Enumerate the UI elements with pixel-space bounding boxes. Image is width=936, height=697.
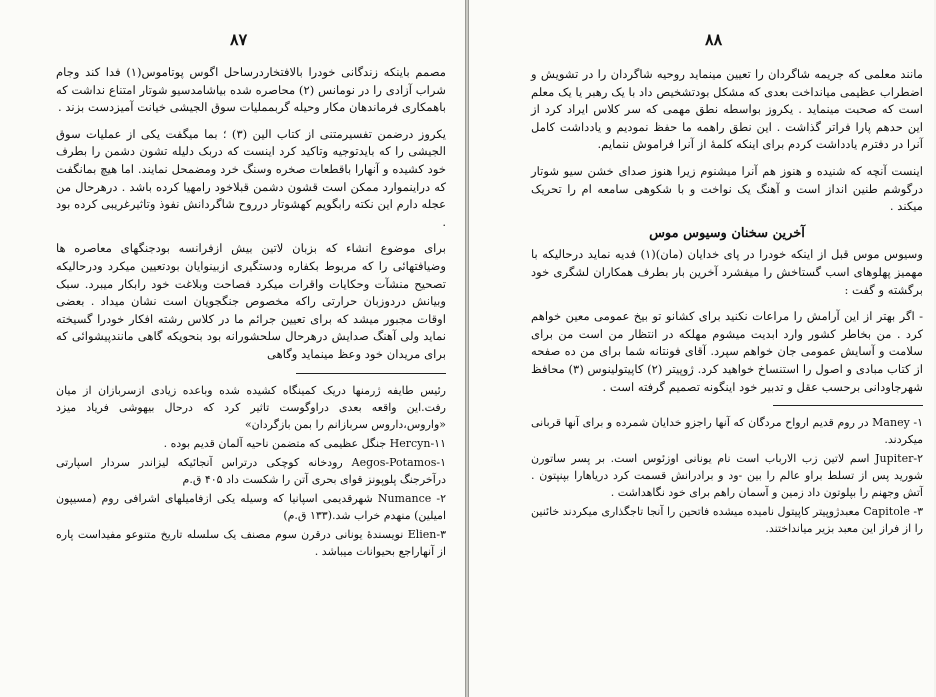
- footnote: ۲- Numance شهرقدیمی اسپانیا که وسیله یکی ازفامیلهای اشرافی روم (مسیپون امیلین) منهدم خراب شد.(۱۳۳ ق.م): [56, 491, 446, 522]
- footnote: ۲-Jupiter اسم لاتین زب الارباب است نام یونانی اوزئوس است. بر پسر ساتورن شورید پس از تسلط براو عالم را بین -ود و برادرانش قسمت کرد دریاهارا بپنپتون . آتش وجهنم را بپلوتون داد زمین و آسمان راهم برای خود نگاهداشت .: [531, 452, 923, 500]
- footnotes: [56, 382, 446, 560]
- paragraph: مصمم باینکه زندگانی خودرا بالافتخاردرساحل اگوس پوتاموس(۱) فدا کند وجام شراب آزادی را در نومانس (۲) محاصره شده بیاشامدسیو شوتار امتناع نداشت که باهمکاری فرماندهان مکار وحیله گربمملیات سوق الجیشی خیانت آمیزدست بزند .: [56, 65, 447, 115]
- paragraph: یکروز درضمن تفسیرمتنی از کتاب الین (۳) ؛ بما میگفت یکی از عملیات سوق الجیشی را که بایدتوجیه وتاکید کرد اینست که دربک دلیله تشون دشمن را بطرف خود کشیده و آنهارا باقطعات صخره وسنگ خرد ومضمحل نمایند. اما هیچ بمانگفت که دراینموارد ممکن است قشون دشمن قبلاخود رامهیا کرده باشد . درهرحال من عجله دارم این نکته رابگویم کهشوتار درروح شاگردانش نفوذ وتاثیرغریبی کرده بود .: [56, 126, 446, 229]
- page-body: [56, 64, 446, 562]
- page-number: ۸۷: [230, 30, 248, 49]
- paragraph: اینست آنچه که شنیده و هنوز هم آنرا میشنوم زیرا هنوز صدای خشن سیو شوتار درگوشم طنین انداز است و آهنگ یک نواخت و با شکوهی سامعه ام را تحریک میکند .: [531, 163, 923, 214]
- footnote: ۱-Aegos-Potamos رودخانه کوچکی درتراس آنجائیکه لیزاندر سردار اسپارتی درآخرجنگ پلوپونز قوای بحری آتن را شکست داد ۴۰۵ ق.م: [56, 455, 446, 486]
- paragraph: وسیوس موس قبل از اینکه خودرا در پای خدایان (مان)(۱) فدیه نماید درحالیکه با مهمیز پهلوهای اسب گستاخش را میفشرد آخرین بار بطرف همکاران لشگری خود برگشته و گفت :: [531, 247, 923, 297]
- left-page: [0, 0, 466, 697]
- page-number: ۸۸: [705, 30, 723, 49]
- paragraph: - اگر بهتر از این آرامش را مراعات نکنید برای کشانو تو بیخ عمومی معین خواهم کرد . من بخاطر کشور وارد ابدیت میشوم مهلکه در انتظار من است من برای سلامت و آسایش عمومی جان خواهم سپرد. آقای فونتانه شما برای من ده صفحه از کتاب مبادی و اصول را استنساخ خواهید کرد. ژوپیتر (۲) کاپیتولینوس (۳) محافظ شهرجاودانی برحسب عقل و تدبیر خود اینگونه تصمیم گرفته است .: [531, 309, 923, 394]
- footnote: ۱- Maney در روم قدیم ارواح مردگان که آنها راجزو خدایان شمرده و برای آنها قربانی میکردند.: [531, 416, 923, 447]
- section-heading: آخرین سخنان وسیوس موس: [649, 225, 805, 241]
- footnote: رئیس طایفه ژرمنها دریک کمینگاه کشیده شده وباعده زیادی ازسربازان از میان رفت.این واقعه بعدی دراوگوست تاثیر کرد که درحال بیهوشی فریاد میزد «واروس،داروس سربازانم را بمن بازگردان»: [56, 383, 446, 431]
- footnote: ۳-Elien نویسندهٔ یونانی درقرن سوم مصنف یک سلسله تاریخ متنوعو مفیداست پاره از آنهاراجع بحیوانات میباشد .: [56, 527, 446, 558]
- paragraph: برای موضوع انشاء که بزبان لاتین بیش ازفرانسه بودجنگهای معاصره ها وضیافتهائی را که مربوط بکفاره ودستگیری ازبینوایان بودتعیین میکرد ودرحالیکه تصحیح منشآت وحکایات واقرات میکرد فصاحت وبلاغت خود رابکار میبرد. سبک وبیانش دردوزبان حرارتی راکه مخصوص جنگجویان است نشان میداد . بعضی اوقات مجبور میشد که برای تعیین جرائم ما در کلاس رشته افکار خودرا گسیخته نماید ولی آهنگ صدایش درهرحال سلحشورانه بود بنحویکه گاهی مانندپیشوائی که برای مریدان خود وعظ مینماید وگاهی: [56, 241, 446, 361]
- footnote: ۱۱-Hercyn جنگل عظیمی که متضمن ناحیه آلمان قدیم بوده .: [163, 436, 446, 450]
- footnote-divider: [773, 405, 923, 406]
- footnote: ۳- Capitole معبدژوپیتر کاپیتول نامیده میشده فاتحین را آنجا تاجگذاری میکردند خائنین را از فراز این معبد بزیر میانداختند.: [531, 505, 923, 536]
- page-body: [531, 66, 923, 539]
- footnotes: [531, 414, 923, 537]
- footnote-divider: [296, 373, 446, 374]
- paragraph: مانند معلمی که جریمه شاگردان را تعیین مینماید روحیه شاگردان را در تشویش و اضطراب عظیمی میانداخت بعدی که مشکل بودتشخیص داد با یک رهبر یا یک معلم است که صحبت مینماید . یکروز بواسطه نطق مهمی که سر کلاس ایراد کرد از این حدهم پارا فراتر گذاشت . این نطق راهمه ما حفظ نمودیم و یادداشت کامل آنرا در دفترم یادداشت کردم برای اینکه کلمهٔ از آنرا فراموش ننمایم.: [531, 67, 923, 152]
- right-page: [468, 0, 934, 697]
